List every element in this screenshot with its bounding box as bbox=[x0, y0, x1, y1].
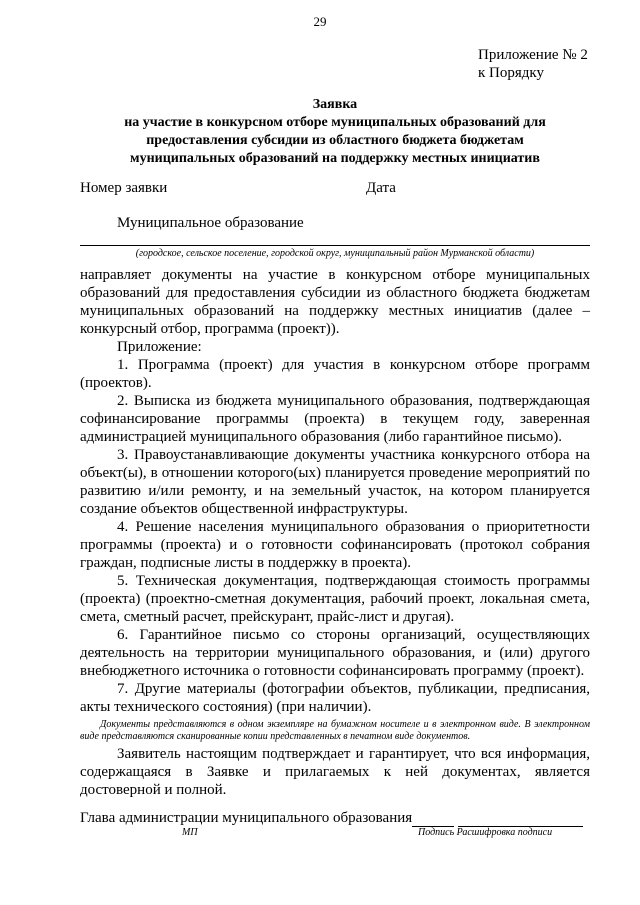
attachment-item-3: 3. Правоустанавливающие документы участника конкурсного отбора на объект(ы), в отношении которого(ых) планируется проведение мероприятий по развитию и/или ремонту, и на земельный участок, на котором планируется создание объектов общественной инфраструктуры. bbox=[80, 447, 590, 517]
municipality-hint: (городское, сельское поселение, городской округ, муниципальный район Мурманской области) bbox=[80, 245, 590, 259]
page-number: 29 bbox=[313, 14, 327, 29]
attachment-item-2: 2. Выписка из бюджета муниципального образования, подтверждающая софинансирование программы (проекта) в текущем году, заверенная администрацией муниципального образования (либо гарантийное письмо). bbox=[80, 393, 590, 445]
attachment-item-1: 1. Программа (проект) для участия в конкурсном отборе программ (проектов). bbox=[80, 357, 590, 391]
signature-line bbox=[80, 810, 583, 827]
signature-decode-blank bbox=[458, 812, 583, 827]
appendix-reference bbox=[478, 46, 588, 82]
document-body bbox=[80, 266, 590, 799]
signature-captions bbox=[418, 827, 552, 838]
attachment-item-5: 5. Техническая документация, подтверждающая стоимость программы (проекта) (проектно-сметная документация, рабочий проект, локальная смета, смета, сметный расчет, прейскурант, прайс-лист и другая). bbox=[80, 573, 590, 625]
appendix-line-2: к Порядку bbox=[478, 65, 544, 81]
title-line-2: на участие в конкурсном отборе муниципальных образований для bbox=[124, 115, 546, 130]
appendix-line-1: Приложение № 2 bbox=[478, 47, 588, 63]
title-line-1: Заявка bbox=[312, 97, 358, 112]
intro-paragraph: направляет документы на участие в конкурсном отборе муниципальных образований для предоставления субсидии из областного бюджета бюджетам муниципальных образований на поддержку местных инициатив (далее – конкурсный отбор, программа (проект)). bbox=[80, 267, 590, 337]
date-label: Дата bbox=[366, 180, 396, 196]
attachment-item-4: 4. Решение населения муниципального образования о приоритетности программы (проекта) и о готовности софинансировать (протокол собрания граждан, подписные листы в поддержку в проекта). bbox=[80, 519, 590, 571]
application-number-label: Номер заявки bbox=[80, 180, 168, 196]
document-title bbox=[80, 96, 590, 168]
signature-blank bbox=[412, 812, 454, 827]
sign-caption: Подпись bbox=[418, 827, 455, 838]
decode-caption: Расшифровка подписи bbox=[456, 827, 553, 838]
attachment-item-7: 7. Другие материалы (фотографии объектов, публикации, предписания, акты технического состояния) (при наличии). bbox=[80, 681, 590, 715]
declaration-paragraph: Заявитель настоящим подтверждает и гарантирует, что вся информация, содержащаяся в Заявке и прилагаемых к ней документах, является достоверной и полной. bbox=[80, 746, 590, 798]
municipality-label: Муниципальное образование bbox=[117, 215, 304, 231]
submission-note: Документы представляются в одном экземпляре на бумажном носителе и в электронном виде. В электронном виде представляются сканированные копии представленных в печатном виде документов. bbox=[80, 719, 590, 742]
attachments-heading: Приложение: bbox=[117, 339, 202, 355]
title-line-3: предоставления субсидии из областного бюджета бюджетам bbox=[146, 133, 524, 148]
stamp-caption: МП bbox=[182, 827, 198, 838]
signature-label: Глава администрации муниципального образования bbox=[80, 810, 413, 826]
title-line-4: муниципальных образований на поддержку местных инициатив bbox=[130, 151, 540, 166]
attachment-item-6: 6. Гарантийное письмо со стороны организаций, осуществляющих деятельность на территории муниципального образования, и (или) другого внебюджетного источника о готовности софинансировать программу (проект). bbox=[80, 627, 590, 679]
